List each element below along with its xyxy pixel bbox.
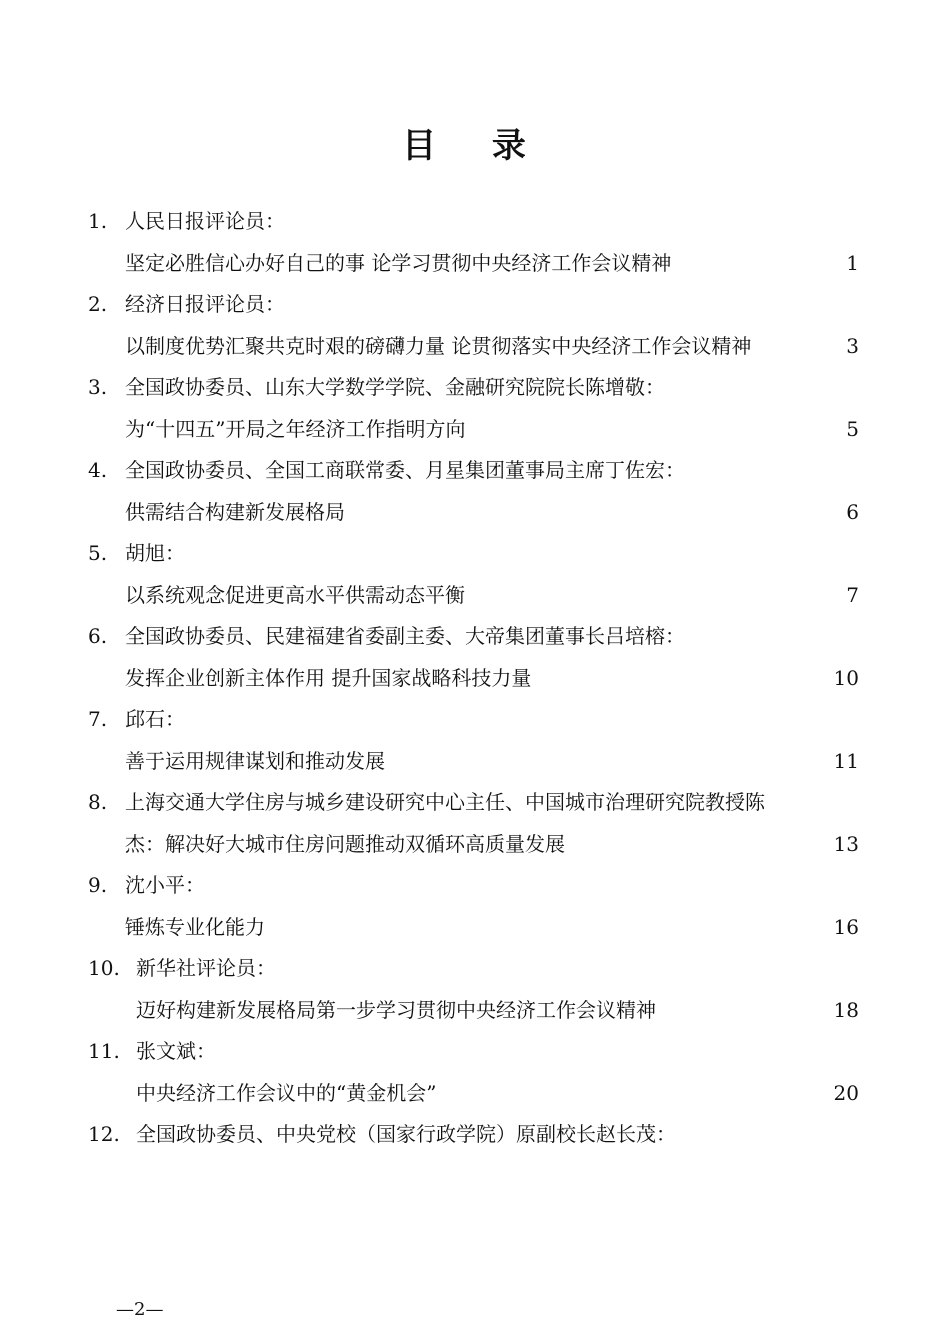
toc-entry — [0, 201, 950, 284]
toc-entry-head-row — [0, 616, 950, 658]
toc-entry-number: 4. — [88, 458, 108, 482]
toc-entry-page: 1 — [846, 250, 859, 275]
toc-entry-head-row — [0, 284, 950, 326]
toc-entry-number: 11. — [88, 1039, 120, 1063]
toc-entry-title-row[interactable] — [0, 1073, 950, 1115]
toc-entry — [0, 533, 950, 616]
toc-entry-author: 经济日报评论员： — [125, 292, 285, 316]
toc-entry-number: 10. — [88, 956, 120, 980]
footer-page-number: —2— — [116, 1299, 164, 1320]
toc-entry-head-row — [0, 865, 950, 907]
toc-entry-number: 9. — [88, 873, 108, 897]
toc-entry-title: 锤炼专业化能力 — [125, 914, 265, 939]
toc-entry-title-row[interactable] — [0, 326, 950, 368]
toc-entry — [0, 782, 950, 865]
toc-entry-title: 为“十四五”开局之年经济工作指明方向 — [125, 416, 466, 441]
toc-entry-title: 以制度优势汇聚共克时艰的磅礴力量 论贯彻落实中央经济工作会议精神 — [125, 333, 752, 358]
toc-entry — [0, 616, 950, 699]
page-title: 目 录 — [402, 126, 548, 166]
toc-entry-title-row[interactable] — [0, 990, 950, 1032]
toc-entry — [0, 450, 950, 533]
toc-entry-page: 6 — [846, 499, 859, 524]
toc-entry-head-row — [0, 1114, 950, 1156]
toc-entry-title-row[interactable] — [0, 492, 950, 534]
toc-entry — [0, 284, 950, 367]
toc-entry-page: 3 — [846, 333, 859, 358]
toc-entry-author: 胡旭： — [125, 541, 185, 565]
toc-entry-page: 5 — [846, 416, 859, 441]
toc-entry-title: 杰：解决好大城市住房问题推动双循环高质量发展 — [125, 831, 565, 856]
toc-entry-author: 全国政协委员、山东大学数学学院、金融研究院院长陈增敬： — [125, 375, 665, 399]
toc-entry — [0, 865, 950, 948]
toc-entry — [0, 948, 950, 1031]
toc-entry-page: 11 — [833, 748, 859, 773]
toc-entry-title-row[interactable] — [0, 409, 950, 451]
toc-entry-author: 人民日报评论员： — [125, 209, 285, 233]
toc-entry-author: 张文斌： — [136, 1039, 216, 1063]
toc-entry-head-row — [0, 533, 950, 575]
toc-entry-author: 全国政协委员、中央党校（国家行政学院）原副校长赵长茂： — [136, 1122, 676, 1146]
toc-entry — [0, 367, 950, 450]
toc-entry-title: 中央经济工作会议中的“黄金机会” — [136, 1080, 437, 1105]
toc-entry-number: 3. — [88, 375, 108, 399]
toc-entry-head-row — [0, 367, 950, 409]
toc-entry-number: 6. — [88, 624, 108, 648]
toc-entry-number: 1. — [88, 209, 108, 233]
toc-entry — [0, 699, 950, 782]
toc-entry-page: 7 — [846, 582, 859, 607]
toc-entry-title-row[interactable] — [0, 824, 950, 866]
toc-entry-page: 18 — [833, 997, 859, 1022]
toc-entry-head-row — [0, 782, 950, 824]
toc-entry-author: 全国政协委员、全国工商联常委、月星集团董事局主席丁佐宏： — [125, 458, 685, 482]
toc-entry-head-row — [0, 948, 950, 990]
toc-entry-head-row — [0, 201, 950, 243]
toc-entry-head-row — [0, 699, 950, 741]
toc-entry-author: 新华社评论员： — [136, 956, 276, 980]
toc-entry-title-row[interactable] — [0, 575, 950, 617]
toc-entry-author: 沈小平： — [125, 873, 205, 897]
toc-entry-title: 发挥企业创新主体作用 提升国家战略科技力量 — [125, 665, 532, 690]
toc-entry-number: 2. — [88, 292, 108, 316]
toc-entry-page: 20 — [833, 1080, 859, 1105]
toc-entry-title: 以系统观念促进更高水平供需动态平衡 — [125, 582, 465, 607]
toc-entry-title-row[interactable] — [0, 658, 950, 700]
toc-entry-title: 坚定必胜信心办好自己的事 论学习贯彻中央经济工作会议精神 — [125, 250, 672, 275]
toc-entry-head-row — [0, 1031, 950, 1073]
toc-entry-number: 8. — [88, 790, 108, 814]
toc-entry-title-row[interactable] — [0, 741, 950, 783]
toc-entry-number: 5. — [88, 541, 108, 565]
toc-entry-title-row[interactable] — [0, 243, 950, 285]
toc-entry-head-row — [0, 450, 950, 492]
toc-entry-title-row[interactable] — [0, 907, 950, 949]
toc-entry-page: 10 — [833, 665, 859, 690]
toc-entry-title: 迈好构建新发展格局第一步学习贯彻中央经济工作会议精神 — [136, 997, 656, 1022]
toc-entry — [0, 1031, 950, 1114]
toc-entry-page: 16 — [833, 914, 859, 939]
toc-entry-author: 全国政协委员、民建福建省委副主委、大帝集团董事长吕培榕： — [125, 624, 685, 648]
toc-entry-title: 善于运用规律谋划和推动发展 — [125, 748, 385, 773]
toc-entry-title: 供需结合构建新发展格局 — [125, 499, 345, 524]
toc-entry-page: 13 — [833, 831, 859, 856]
toc-entry-author: 邱石： — [125, 707, 185, 731]
toc-entry-number: 12. — [88, 1122, 120, 1146]
toc-entry-number: 7. — [88, 707, 108, 731]
table-of-contents — [0, 201, 950, 1156]
toc-entry-author: 上海交通大学住房与城乡建设研究中心主任、中国城市治理研究院教授陈 — [125, 790, 765, 814]
toc-entry — [0, 1114, 950, 1156]
